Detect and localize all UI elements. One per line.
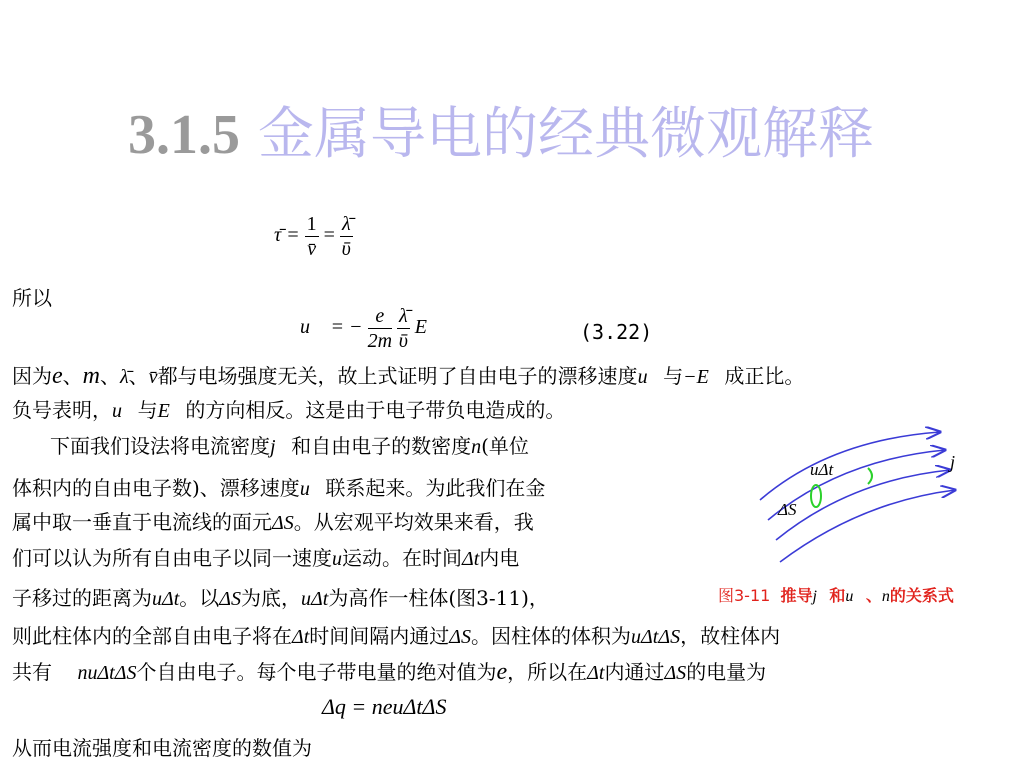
equation-charge: Δq = neuΔtΔS: [322, 694, 447, 719]
text: 、: [62, 364, 83, 388]
symbol-delta-s: ΔS: [272, 512, 294, 534]
caption-number: 图3-11: [718, 586, 771, 605]
text: 为高作一柱体(图3-11)，: [328, 586, 549, 610]
frac-one-over-v: [305, 212, 319, 261]
area-element-end: [868, 468, 872, 484]
symbol-volume: uΔtΔS: [631, 626, 681, 648]
paragraph-line-10: 从而电流强度和电流密度的数值为: [12, 736, 312, 760]
paragraph-line-1: [12, 362, 804, 391]
paragraph-line-2: [12, 396, 565, 425]
text: 下面我们设法将电流密度: [50, 434, 270, 458]
text: ，故柱体内: [680, 624, 781, 648]
symbol-u-delta-t: uΔt: [301, 588, 329, 610]
symbol-u: u⃗: [299, 478, 326, 500]
text: ，所以在: [507, 660, 588, 684]
text: 成正比。: [724, 364, 805, 388]
eq-u-lhs: u⃗ = −: [300, 316, 363, 339]
caption-text: 推导: [780, 586, 813, 605]
symbol-delta-s: ΔS: [219, 588, 242, 610]
frac-num: 1: [306, 213, 317, 235]
frac-lambda-over-v2: [397, 304, 410, 353]
frac-den: ῡ: [341, 238, 351, 260]
text: 都与电场强度无关，故上式证明了自由电子的漂移速度: [157, 364, 638, 388]
text: 个自由电子。每个电子带电量的绝对值为: [136, 660, 497, 684]
text: 的电量为: [686, 660, 767, 684]
symbol-v: v̄: [148, 366, 158, 388]
text: (单位: [481, 434, 529, 458]
symbol-u: u⃗: [637, 366, 664, 388]
paragraph-line-7: [12, 584, 549, 613]
symbol-e: e: [52, 363, 63, 389]
frac-den: ῡ: [398, 330, 408, 352]
text: 运动。在时间: [342, 546, 462, 570]
caption-symbol-j: j⃗: [812, 588, 830, 605]
text: 内电: [479, 546, 520, 570]
current-line-4: [780, 490, 955, 562]
caption-symbol-n: n: [881, 588, 890, 605]
eq-tau-lhs: τ̄ =: [274, 224, 300, 247]
symbol-delta-s: ΔS: [449, 626, 472, 648]
paragraph-line-8: [12, 622, 780, 651]
text: 与: [663, 364, 684, 388]
symbol-delta-t: Δt: [292, 626, 310, 648]
current-line-3: [776, 470, 950, 540]
page-title: [128, 100, 874, 170]
frac-num: λ̄: [399, 305, 408, 327]
text: 子移过的距离为: [12, 586, 152, 610]
text-suoyi: 所以: [12, 286, 52, 310]
text: 属中取一垂直于电流线的面元: [12, 510, 272, 534]
frac-lambda-over-v: [340, 212, 353, 261]
text: 时间间隔内通过: [309, 624, 450, 648]
frac-e-over-2m: [368, 304, 392, 353]
symbol-delta-s: ΔS: [664, 662, 687, 684]
text: 联系起来。为此我们在金: [325, 476, 546, 500]
text: 。从宏观平均效果来看，我: [293, 510, 534, 534]
text: 、: [100, 364, 120, 388]
text: 共有: [12, 660, 52, 684]
symbol-n: n: [471, 436, 482, 458]
symbol-delta-t: Δt: [587, 662, 605, 684]
text: 、: [128, 364, 149, 388]
caption-text: 、: [865, 586, 882, 605]
text: 体积内的自由电子数)、漂移速度: [12, 476, 300, 500]
symbol-e: e: [496, 659, 508, 685]
symbol-lambda: λ̄: [120, 366, 129, 388]
figure-current-lines: [740, 420, 1000, 580]
current-line-1: [760, 432, 940, 500]
text: 负号表明，: [12, 398, 112, 422]
eq-u-rhs: E⃗: [414, 316, 443, 339]
section-number: 3.1.5: [128, 104, 240, 166]
caption-text: 和: [829, 586, 846, 605]
section-title: 金属导电的经典微观解释: [258, 104, 874, 166]
text: 与: [137, 398, 158, 422]
equation-drift-velocity: [300, 304, 442, 353]
symbol-u: u⃗: [112, 400, 138, 422]
caption-symbol-u: u⃗: [845, 588, 866, 605]
symbol-e-field: E⃗: [157, 400, 186, 422]
label-delta-s: ΔS: [778, 500, 797, 519]
caption-text: 的关系式: [889, 586, 954, 605]
label-j: j⃗: [950, 452, 970, 472]
text: 。因柱体的体积为: [471, 624, 632, 648]
symbol-minus-e: −E⃗: [683, 366, 725, 388]
symbol-electron-count: nuΔtΔS: [77, 662, 137, 684]
frac-num: e: [368, 304, 392, 329]
frac-den: 2m: [367, 330, 393, 352]
text: 则此柱体内的全部自由电子将在: [12, 624, 292, 648]
paragraph-line-6: [12, 544, 519, 573]
text: 和自由电子的数密度: [291, 434, 472, 458]
equation-tau: [274, 212, 353, 261]
text: 的方向相反。这是由于电子带负电造成的。: [185, 398, 566, 422]
text: 们可以认为所有自由电子以同一速度: [12, 546, 332, 570]
figure-caption: [718, 583, 954, 606]
text: 因为: [12, 364, 52, 388]
paragraph-line-5: [12, 508, 534, 537]
symbol-m: m: [82, 363, 100, 389]
equation-label: (3.22): [580, 320, 653, 344]
label-u-delta-t: uΔt: [810, 460, 834, 479]
eq-sign: =: [323, 224, 335, 247]
symbol-u: u: [332, 548, 342, 570]
paragraph-line-4: [12, 474, 545, 503]
frac-den: v̄: [307, 238, 317, 260]
paragraph-line-3: [50, 432, 529, 461]
symbol-delta-t: Δt: [462, 548, 480, 570]
text: 。以: [179, 586, 220, 610]
text: 为底，: [241, 586, 302, 610]
frac-num: λ̄: [341, 213, 351, 235]
symbol-u-delta-t: uΔt: [152, 588, 180, 610]
paragraph-line-9: [12, 658, 766, 687]
symbol-j: j⃗: [270, 436, 292, 458]
text: 内通过: [604, 660, 665, 684]
